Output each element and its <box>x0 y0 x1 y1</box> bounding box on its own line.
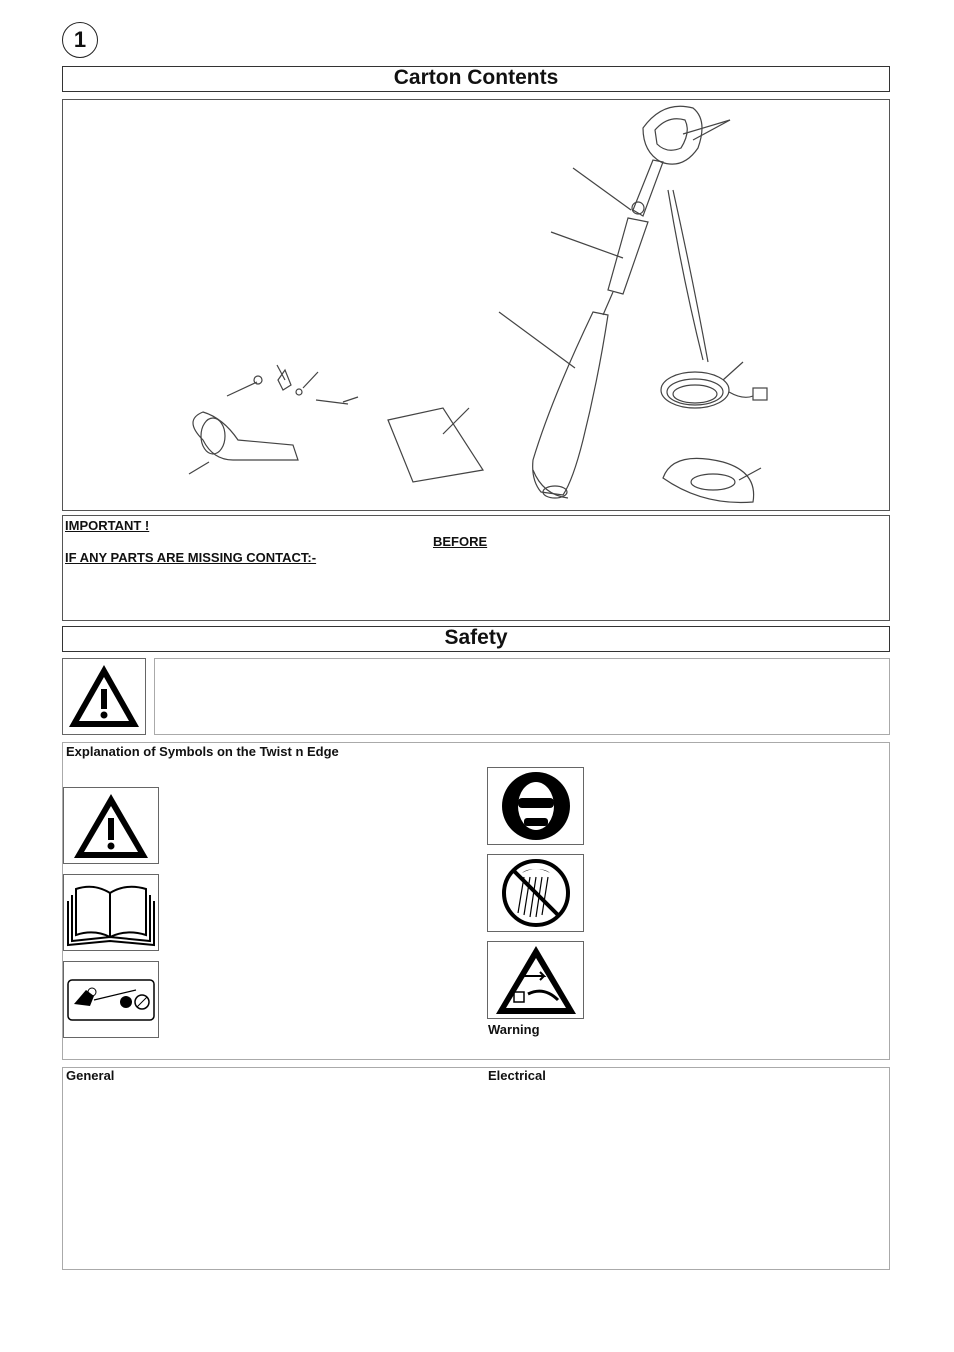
symbol-bystanders-box <box>63 961 159 1038</box>
trimmer-parts-illustration <box>63 100 889 510</box>
symbols-heading: Explanation of Symbols on the Twist n Edge <box>66 744 339 759</box>
warning-label: Warning <box>488 1022 540 1037</box>
general-electrical-section <box>62 1067 890 1270</box>
unplug-warning-icon <box>488 942 583 1018</box>
before-text: BEFORE <box>433 534 488 549</box>
bystanders-distance-icon <box>64 962 158 1037</box>
safety-warning-text-box <box>154 658 890 735</box>
symbol-unplug-box <box>487 941 584 1019</box>
symbol-eye-protection-box <box>487 767 584 845</box>
carton-contents-title: Carton Contents <box>62 66 890 92</box>
no-rain-icon <box>488 855 583 931</box>
important-notice <box>62 515 890 621</box>
carton-illustration <box>62 99 890 511</box>
symbol-no-rain-box <box>487 854 584 932</box>
eye-protection-icon <box>488 768 583 844</box>
safety-warning-icon-box <box>62 658 146 735</box>
missing-parts-text: IF ANY PARTS ARE MISSING CONTACT:- <box>65 550 317 565</box>
warning-triangle-icon <box>63 659 145 734</box>
page-number: 1 <box>62 22 98 58</box>
symbol-manual-box <box>63 874 159 951</box>
general-heading: General <box>66 1068 115 1083</box>
read-manual-icon <box>64 875 158 950</box>
safety-title: Safety <box>62 626 890 652</box>
electrical-heading: Electrical <box>488 1068 546 1083</box>
symbols-section <box>62 742 890 1060</box>
symbol-warning-box <box>63 787 159 864</box>
important-heading: IMPORTANT ! <box>65 518 150 533</box>
warning-triangle-icon <box>64 788 158 863</box>
